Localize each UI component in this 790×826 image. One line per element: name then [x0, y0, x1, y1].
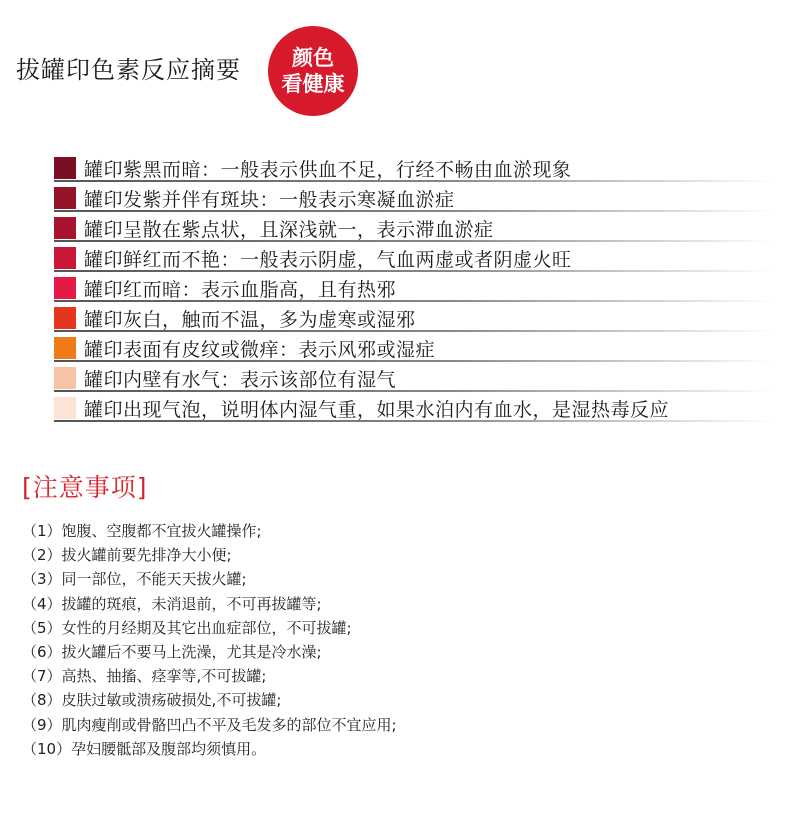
legend-item: [54, 183, 774, 213]
badge-line-1: 颜色: [292, 46, 334, 70]
list-item: （8）皮肤过敏或溃疡破损处,不可拔罐;: [22, 691, 282, 710]
list-item: （4）拔罐的斑痕，未消退前，不可再拔罐等;: [22, 594, 322, 613]
list-item: （6）拔火罐后不要马上洗澡，尤其是冷水澡;: [22, 642, 322, 661]
color-swatch: [54, 367, 76, 389]
badge-line-2: 看健康: [281, 72, 345, 96]
legend-item: [54, 333, 774, 363]
precautions-title: [注意事项]: [22, 473, 148, 502]
legend-text: 罐印紫黑而暗：一般表示供血不足，行经不畅由血淤现象: [84, 158, 572, 181]
list-item: （1）饱腹、空腹都不宜拔火罐操作;: [22, 522, 262, 540]
legend-item: [54, 303, 774, 333]
color-health-badge: [268, 26, 358, 116]
list-item: （3）同一部位，不能天天拔火罐;: [22, 570, 247, 589]
legend-item: [54, 363, 774, 393]
legend-item: [54, 153, 774, 183]
color-swatch: [54, 217, 76, 239]
legend-text: 罐印表面有皮纹或微痒：表示风邪或湿症: [84, 338, 436, 361]
legend-text: 罐印呈散在紫点状，且深浅就一，表示滞血淤症: [84, 218, 494, 241]
color-swatch: [54, 307, 76, 329]
list-item: （2）拔火罐前要先排净大小便;: [22, 546, 232, 565]
legend-item: [54, 213, 774, 243]
legend-text: 罐印灰白，触而不温，多为虚寒或湿邪: [84, 308, 416, 331]
color-swatch: [54, 397, 76, 419]
legend-text: 罐印出现气泡，说明体内湿气重，如果水泊内有血水，是湿热毒反应: [84, 398, 670, 421]
legend-item: [54, 243, 774, 273]
legend-text: 罐印鲜红而不艳：一般表示阴虚，气血两虚或者阴虚火旺: [84, 248, 572, 271]
color-swatch: [54, 337, 76, 359]
legend-text: 罐印红而暗：表示血脂高，且有热邪: [84, 278, 397, 301]
list-item: （5）女性的月经期及其它出血症部位，不可拔罐;: [22, 618, 352, 637]
legend-item: [54, 273, 774, 303]
color-swatch: [54, 277, 76, 299]
page-title: 拔罐印色素反应摘要: [16, 56, 241, 84]
legend-item: [54, 393, 774, 423]
color-swatch: [54, 187, 76, 209]
legend-text: 罐印内壁有水气：表示该部位有湿气: [84, 368, 397, 391]
legend-text: 罐印发紫并伴有斑块：一般表示寒凝血淤症: [84, 188, 455, 211]
list-item: （10）孕妇腰骶部及腹部均须慎用。: [22, 739, 267, 758]
cupping-color-legend: [54, 153, 774, 423]
precautions-list: [22, 519, 397, 761]
list-item: （7）高热、抽搐、痉挛等,不可拔罐;: [22, 667, 267, 686]
color-swatch: [54, 247, 76, 269]
list-item: （9）肌肉瘦削或骨骼凹凸不平及毛发多的部位不宜应用;: [22, 715, 397, 734]
color-swatch: [54, 157, 76, 179]
